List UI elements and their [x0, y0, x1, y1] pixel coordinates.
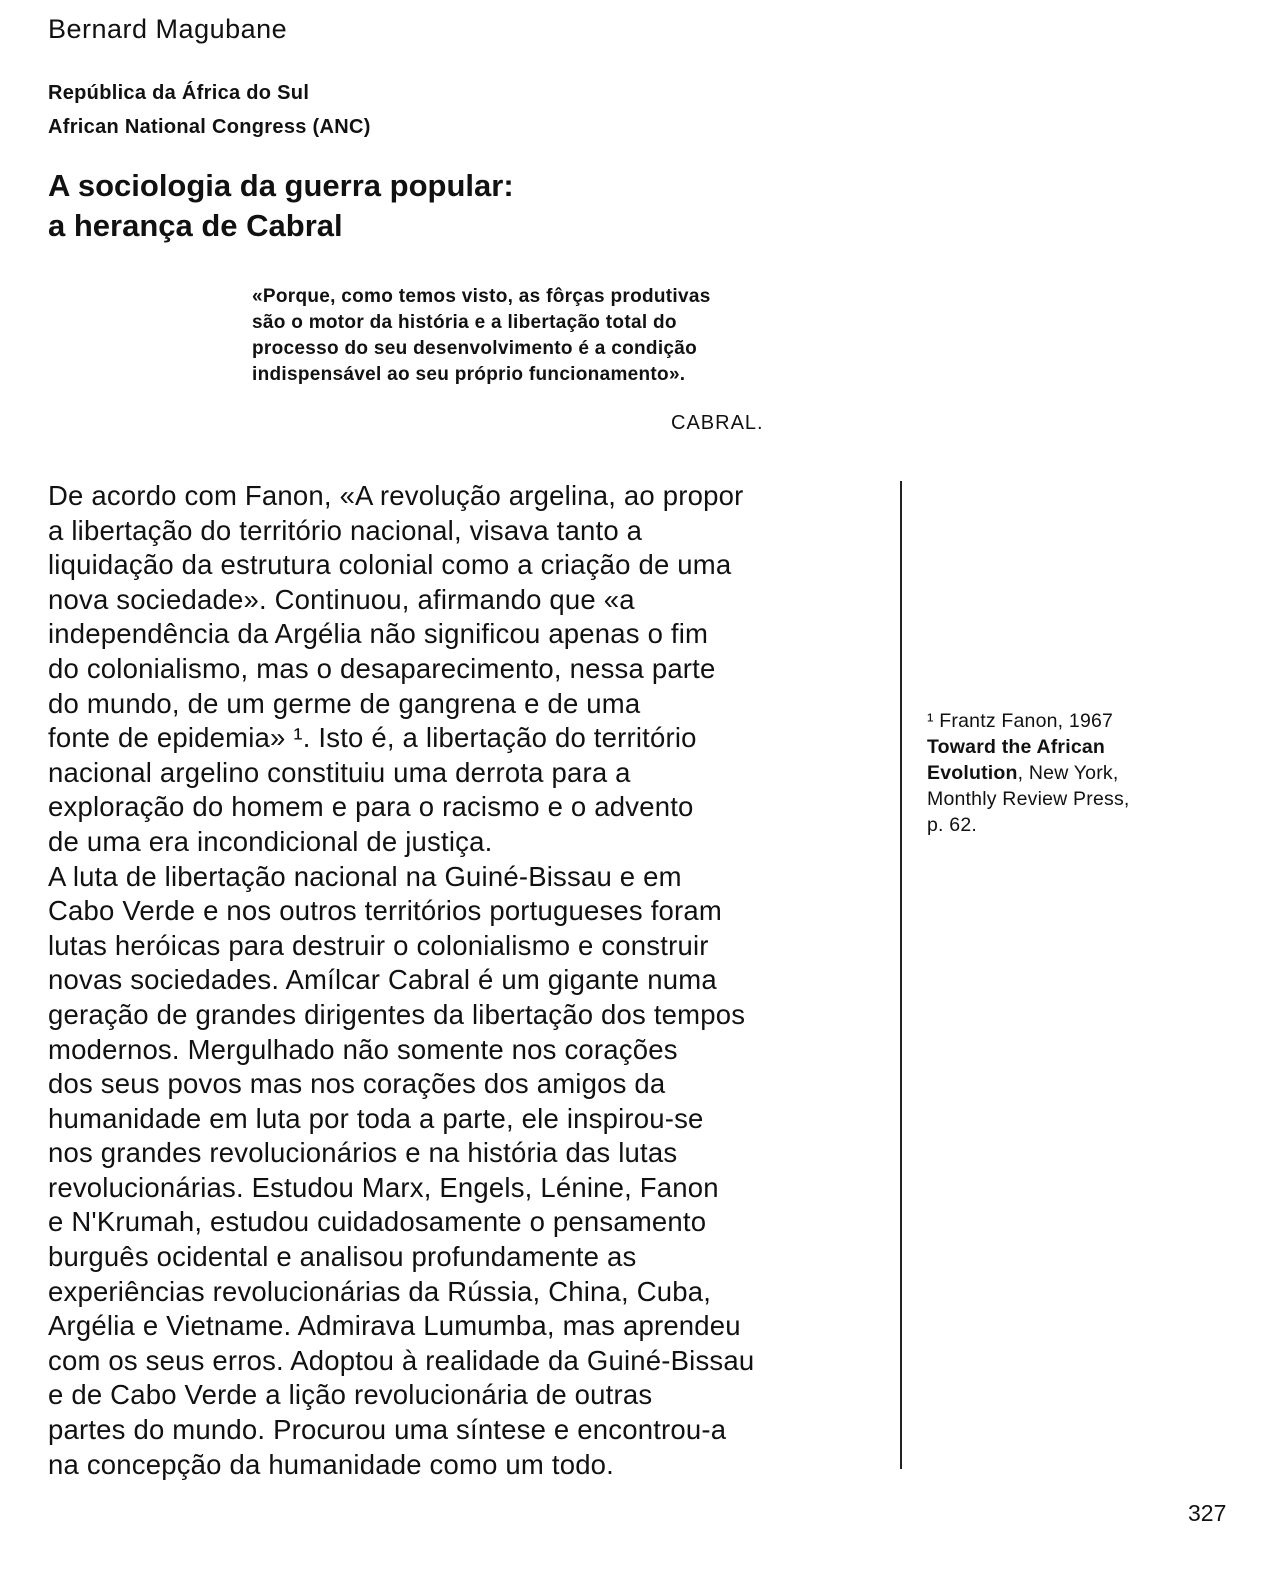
body-line: geração de grandes dirigentes da libertação dos tempos: [48, 998, 746, 1030]
title-line-1: A sociologia da guerra popular:: [48, 168, 514, 203]
body-line: exploração do homem e para o racismo e o advento: [48, 791, 694, 823]
body-line: novas sociedades. Amílcar Cabral é um gigante numa: [48, 964, 717, 996]
body-line: e N'Krumah, estudou cuidadosamente o pensamento: [48, 1206, 707, 1238]
body-line: burguês ocidental e analisou profundamente as: [48, 1241, 637, 1273]
footnote-bold-text: Evolution: [927, 762, 1018, 784]
body-line: modernos. Mergulhado não somente nos corações: [48, 1033, 678, 1065]
affiliation-country: República da África do Sul: [48, 82, 310, 104]
body-line: Argélia e Vietname. Admirava Lumumba, mas aprendeu: [48, 1310, 741, 1342]
body-line: nova sociedade». Continuou, afirmando que «a: [48, 583, 635, 615]
column-divider: [900, 481, 902, 1469]
body-line: de uma era incondicional de justiça.: [48, 825, 493, 857]
epigraph-quote: [252, 284, 872, 388]
page-number: 327: [1188, 1500, 1227, 1526]
footnote-line: Monthly Review Press,: [927, 788, 1130, 810]
body-line: humanidade em luta por toda a parte, ele inspirou-se: [48, 1102, 704, 1134]
body-line: experiências revolucionárias da Rússia, China, Cuba,: [48, 1275, 712, 1307]
body-line: lutas heróicas para destruir o colonialismo e construir: [48, 929, 709, 961]
body-line: independência da Argélia não significou apenas o fim: [48, 618, 709, 650]
footnote-text: , New York,: [1017, 762, 1119, 784]
body-line: nacional argelino constituiu uma derrota para a: [48, 756, 631, 788]
title-line-2: a herança de Cabral: [48, 208, 343, 243]
body-line: nos grandes revolucionários e na história das lutas: [48, 1137, 678, 1169]
epigraph-line: são o motor da história e a libertação total do: [252, 312, 677, 333]
footnote-line: p. 62.: [927, 814, 977, 836]
body-line: A luta de libertação nacional na Guiné-Bissau e em: [48, 860, 682, 892]
body-line: revolucionárias. Estudou Marx, Engels, Lénine, Fanon: [48, 1171, 719, 1203]
footnote-line: [927, 760, 1227, 786]
body-line: a libertação do território nacional, visava tanto a: [48, 514, 643, 546]
body-line: Cabo Verde e nos outros territórios portugueses foram: [48, 895, 723, 927]
author-name: Bernard Magubane: [48, 14, 288, 44]
epigraph-attribution: CABRAL.: [671, 412, 764, 434]
epigraph-line: «Porque, como temos visto, as fôrças produtivas: [252, 286, 711, 307]
body-line: fonte de epidemia» ¹. Isto é, a libertação do território: [48, 722, 697, 754]
body-line: De acordo com Fanon, «A revolução argelina, ao propor: [48, 480, 744, 511]
main-text-column: [48, 479, 898, 1482]
body-line: na concepção da humanidade como um todo.: [48, 1448, 615, 1480]
affiliation-organization: African National Congress (ANC): [48, 116, 371, 138]
footnote-line: ¹ Frantz Fanon, 1967: [927, 710, 1114, 732]
author-affiliation: [48, 76, 371, 144]
body-line: partes do mundo. Procurou uma síntese e encontrou-a: [48, 1414, 727, 1446]
body-line: do mundo, de um germe de gangrena e de uma: [48, 687, 641, 719]
body-line: liquidação da estrutura colonial como a criação de uma: [48, 549, 732, 581]
epigraph-line: processo do seu desenvolvimento é a condição: [252, 338, 698, 359]
body-line: com os seus erros. Adoptou à realidade da Guiné-Bissau: [48, 1344, 755, 1376]
footnote-line: Toward the African: [927, 736, 1106, 758]
body-line: dos seus povos mas nos corações dos amigos da: [48, 1068, 666, 1100]
footnote: [927, 708, 1227, 838]
body-line: do colonialismo, mas o desaparecimento, nessa parte: [48, 652, 716, 684]
article-title: [48, 166, 514, 246]
body-line: e de Cabo Verde a lição revolucionária de outras: [48, 1379, 653, 1411]
epigraph-line: indispensável ao seu próprio funcionamento».: [252, 364, 686, 385]
